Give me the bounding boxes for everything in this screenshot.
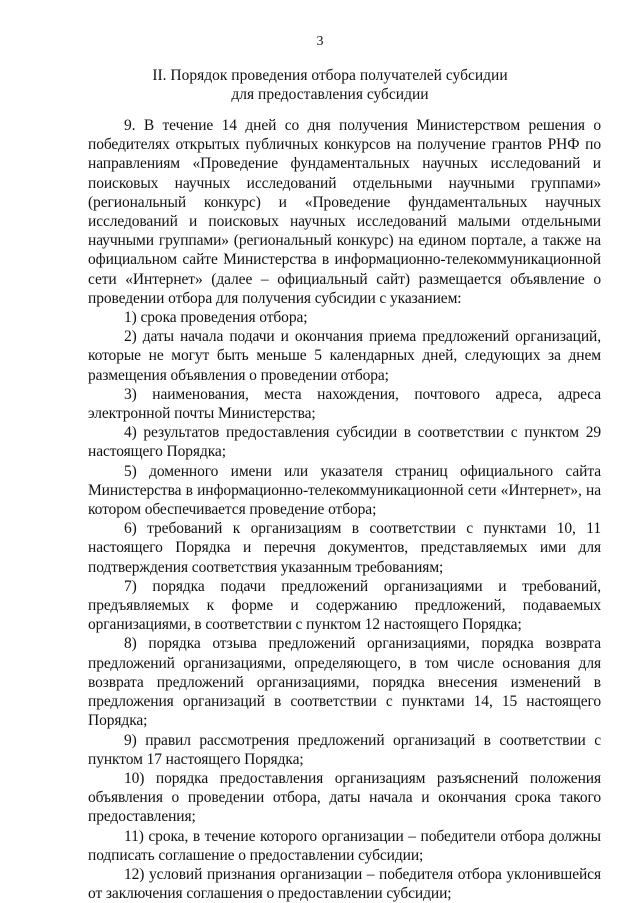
list-item-3: 3) наименования, места нахождения, почтового адреса, адреса электронной почты Министерства;	[88, 385, 601, 423]
list-item-10: 10) порядка предоставления организациям разъяснений положения объявления о проведении отбора, даты начала и окончания срока такого предоставления;	[88, 769, 601, 826]
paragraph-9-intro: 9. В течение 14 дней со дня получения Министерством решения о победителях открытых публичных конкурсов на получение грантов РНФ по направлениям «Проведение фундаментальных научных исследований и поисковых научных исследований отдельными научными группами» (региональный конкурс) и «Проведение фундаментальных научных исследований и поисковых научных исследований малыми отдельными научными группами» (региональный конкурс) на едином портале, а также на официальном сайте Министерства в информационно-телекоммуникационной сети «Интернет» (далее – официальный сайт) размещается объявление о проведении отбора для получения субсидии с указанием:	[88, 117, 601, 307]
list-item-7: 7) порядка подачи предложений организациями и требований, предъявляемых к форме и содержанию предложений, подаваемых организациями, в соответствии с пунктом 12 настоящего Порядка;	[88, 577, 601, 634]
section-title-line-1: II. Порядок проведения отбора получателей субсидии	[152, 67, 508, 84]
list-item-2: 2) даты начала подачи и окончания приема предложений организаций, которые не могут быть меньше 5 календарных дней, следующих за днем размещения объявления о проведении отбора;	[88, 328, 601, 384]
list-item-1: 1) срока проведения отбора;	[124, 309, 308, 327]
section-title	[60, 66, 600, 104]
document-body	[88, 116, 601, 903]
list-item-9: 9) правил рассмотрения предложений организаций в соответствии с пунктом 17 настоящего Порядка;	[88, 731, 601, 768]
list-item-12: 12) условий признания организации – победителя отбора уклонившейся от заключения соглашения о предоставлении субсидии;	[88, 865, 601, 903]
list-item-8: 8) порядка отзыва предложений организациями, порядка возврата предложений организациями, определяющего, в том числе основания для возврата предложений организациями, порядка внесения изменений в предложения организаций в соответствии с пунктами 14, 15 настоящего Порядка;	[88, 635, 601, 730]
section-title-line-2: для предоставления субсидии	[231, 86, 429, 103]
list-item-4: 4) результатов предоставления субсидии в соответствии с пунктом 29 настоящего Порядка;	[88, 424, 601, 461]
list-item-6: 6) требований к организациям в соответствии с пунктами 10, 11 настоящего Порядка и перечня документов, представляемых ими для подтверждения соответствия указанным требованиям;	[88, 520, 601, 576]
page-number: 3	[316, 34, 324, 49]
list-item-5: 5) доменного имени или указателя страниц официального сайта Министерства в информационно-телекоммуникационной сети «Интернет», на котором обеспечивается проведение отбора;	[88, 462, 601, 519]
list-item-11: 11) срока, в течение которого организации – победители отбора должны подписать соглашение о предоставлении субсидии;	[88, 827, 601, 864]
